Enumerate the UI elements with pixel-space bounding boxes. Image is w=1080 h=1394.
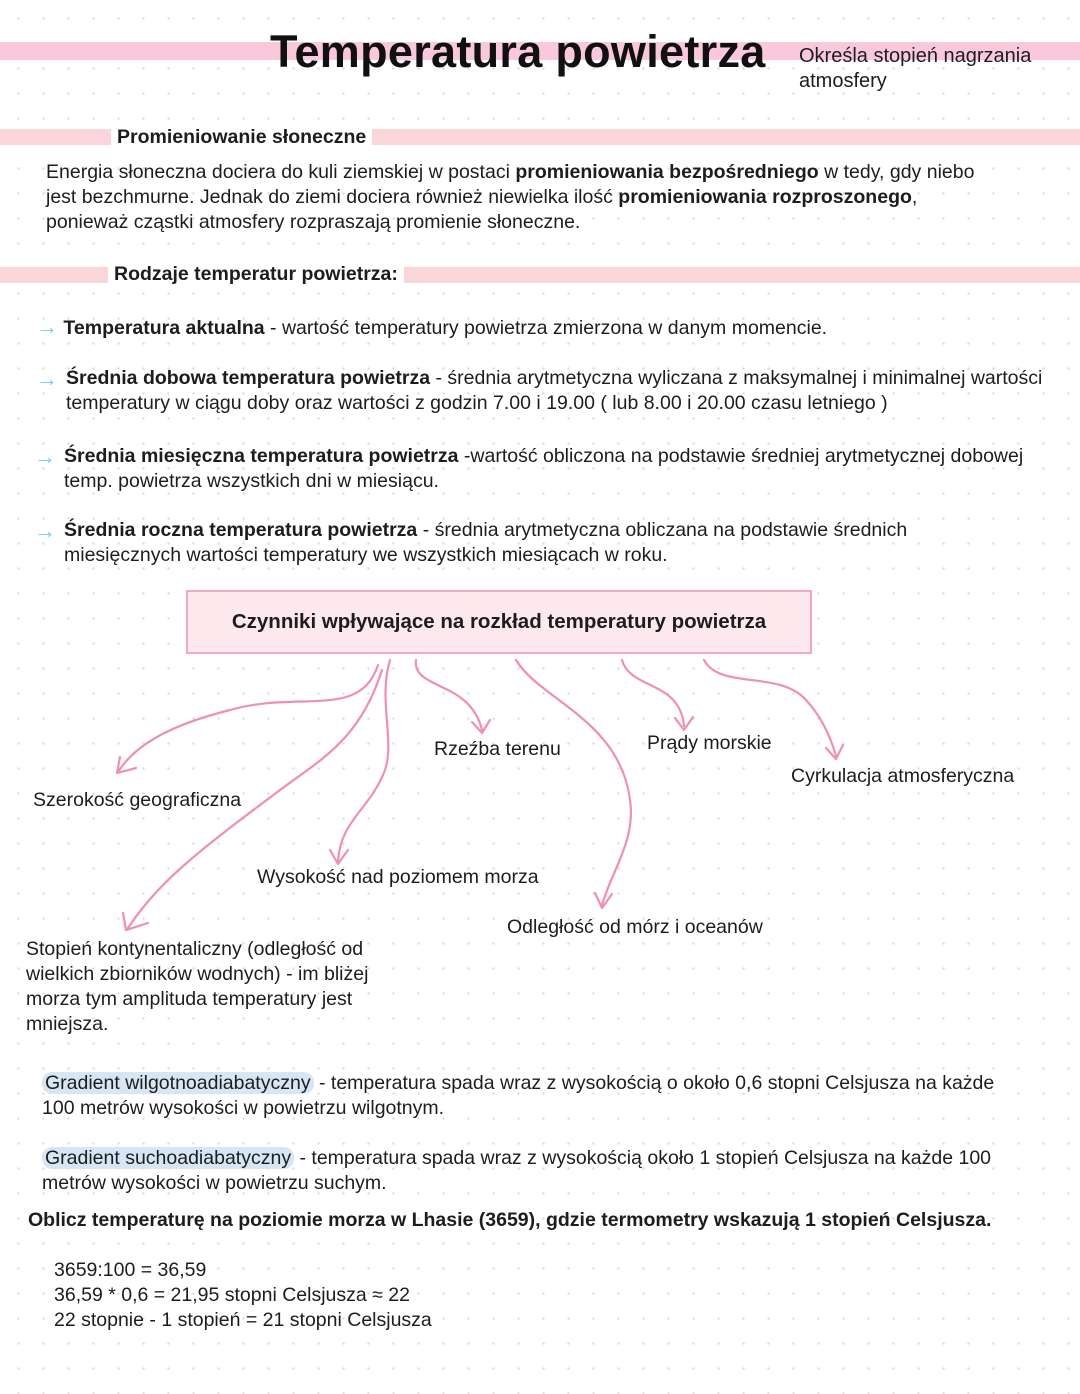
central-concept-box [186, 590, 812, 654]
central-concept-label: Czynniki wpływające na rozkład temperatury powietrza [231, 610, 767, 633]
definition-term: Średnia dobowa temperatura powietrza [66, 367, 431, 389]
section1-bold-1: promieniowania bezpośredniego [515, 161, 819, 183]
section1-text-3: , ponieważ cząstki atmosfery rozpraszają promienie słoneczne. [46, 186, 918, 233]
right-arrow-icon: → [34, 518, 56, 543]
connector-altitude [338, 660, 390, 862]
definition-text: -wartość obliczona na podstawie średniej arytmetycznej dobowej temp. powietrza wszystkich dni w miesiącu. [64, 445, 1024, 492]
definition-text: - średnia arytmetyczna wyliczana z maksymalnej i minimalnej wartości temperatury w ciągu doby oraz wartości z godzin 7.00 i 19.00 ( lub 8.00 i 20.00 czasu letniego ) [66, 367, 1043, 414]
connector-currents [622, 660, 684, 726]
section1-text-1: Energia słoneczna dociera do kuli ziemskiej w postaci [46, 161, 516, 183]
connector-latitude [118, 665, 378, 772]
calculation-line: 36,59 * 0,6 = 21,95 stopni Celsjusza ≈ 22 [54, 1284, 410, 1306]
gradient-definition: - temperatura spada wraz z wysokością około 1 stopień Celsjusza na każde 100 metrów wysokości w powietrzu suchym. [42, 1147, 992, 1194]
factor-relief: Rzeźba terenu [434, 738, 561, 760]
section1-text-2: w tedy, gdy niebo jest bezchmurne. Jednak do ziemi dociera również niewielka ilość [46, 161, 975, 208]
factor-circulation: Cyrkulacja atmosferyczna [791, 765, 1015, 787]
calculation-line: 3659:100 = 36,59 [54, 1259, 207, 1281]
factor-altitude: Wysokość nad poziomem morza [257, 866, 539, 888]
gradient-definition: - temperatura spada wraz z wysokością o około 0,6 stopni Celsjusza na każde 100 metrów wysokości w powietrzu wilgotnym. [42, 1072, 995, 1119]
page-subtitle: Określa stopień nagrzania atmosfery [799, 45, 1032, 92]
section1-bold-2: promieniowania rozproszonego [618, 186, 912, 208]
calculation [54, 1258, 432, 1333]
definition-term: Średnia miesięczna temperatura powietrza [64, 445, 459, 467]
definition-text: - wartość temperatury powietrza zmierzona w danym momencie. [264, 317, 828, 339]
gradient-item [42, 1146, 1032, 1196]
factor-continentality: Stopień kontynentaliczny (odległość od wielkich zbiorników wodnych) - im bliżej morza tym amplituda temperatury jest mniejsza. [26, 938, 369, 1035]
section2-heading: Rodzaje temperatur powietrza: [108, 263, 404, 286]
gradient-item [42, 1071, 1022, 1121]
connector-relief [416, 660, 482, 730]
right-arrow-icon: → [36, 366, 58, 391]
gradient-term: Gradient wilgotnoadiabatyczny [42, 1072, 314, 1094]
right-arrow-icon: → [34, 444, 56, 469]
right-arrow-icon: → [36, 314, 58, 339]
definition-text: - średnia arytmetyczna obliczana na podstawie średnich miesięcznych wartości temperatury we wszystkich miesiącach w roku. [64, 519, 908, 566]
gradient-term: Gradient suchoadiabatyczny [42, 1147, 294, 1169]
task-question: Oblicz temperaturę na poziomie morza w Lhasie (3659), gdzie termometry wskazują 1 stopień Celsjusza. [28, 1209, 992, 1231]
factor-latitude: Szerokość geograficzna [33, 789, 242, 811]
calculation-line: 22 stopnie - 1 stopień = 21 stopni Celsjusza [54, 1309, 432, 1331]
definition-term: Średnia roczna temperatura powietrza [64, 519, 418, 541]
page-title: Temperatura powietrza [270, 26, 766, 77]
factor-distance: Odległość od mórz i oceanów [507, 916, 763, 938]
definition-term: Temperatura aktualna [63, 317, 265, 339]
section1-heading: Promieniowanie słoneczne [111, 126, 372, 149]
factor-currents: Prądy morskie [647, 732, 772, 754]
